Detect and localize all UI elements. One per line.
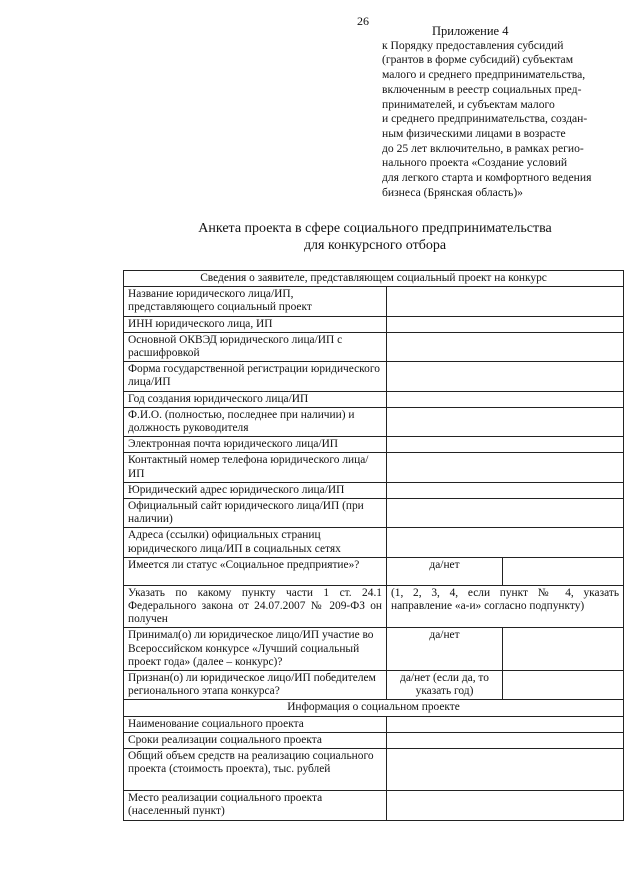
row-label: Название юридического лица/ИП, представляющего социальный проект [124, 287, 387, 316]
appendix-line: до 25 лет включительно, в рамках регио- [382, 141, 584, 155]
table-row [124, 482, 624, 498]
appendix-line: малого и среднего предпринимательства, [382, 68, 586, 82]
contest-label: Принимал(о) ли юридическое лицо/ИП участие во Всероссийском конкурсе «Лучший социальный проект года» (далее – конкурс)? [124, 628, 387, 671]
table-row [124, 316, 624, 332]
row-label: ИНН юридического лица, ИП [124, 316, 387, 332]
status-label: Имеется ли статус «Социальное предприятие»? [124, 557, 387, 585]
table-row [124, 732, 624, 748]
point-label: Указать по какому пункту части 1 ст. 24.1 Федерального закона от 24.07.2007 № 209-ФЗ он получен [124, 585, 387, 628]
table-row [124, 287, 624, 316]
answer-cell[interactable] [387, 528, 624, 557]
section-header-row [124, 700, 624, 716]
answer-cell[interactable] [387, 407, 624, 436]
table-row [124, 628, 624, 671]
table-row [124, 437, 624, 453]
answer-cell[interactable] [387, 732, 624, 748]
appendix-title: Приложение 4 [432, 24, 509, 38]
answer-cell[interactable] [387, 453, 624, 482]
appendix-line: для легкого старта и комфортного ведения [382, 171, 592, 185]
appendix-line: к Порядку предоставления субсидий [382, 38, 564, 52]
answer-cell[interactable] [387, 332, 624, 361]
row-label: Основной ОКВЭД юридического лица/ИП с расшифровкой [124, 332, 387, 361]
table-row [124, 499, 624, 528]
appendix-line: (грантов в форме субсидий) субъектам [382, 53, 574, 67]
form-heading-line1: Анкета проекта в сфере социального предпринимательства [198, 221, 552, 236]
table-row [124, 791, 624, 820]
winner-value[interactable]: да/нет (если да, то указать год) [387, 671, 503, 700]
section-header-row [124, 271, 624, 287]
form-heading [120, 220, 630, 254]
answer-cell[interactable] [387, 437, 624, 453]
point-value[interactable]: (1, 2, 3, 4, если пункт № 4, указать направление «а-и» согласно подпункту) [387, 585, 624, 628]
table-row [124, 528, 624, 557]
table-row [124, 716, 624, 732]
row-label: Год создания юридического лица/ИП [124, 391, 387, 407]
appendix-block [382, 24, 622, 200]
table-row [124, 407, 624, 436]
table-row [124, 453, 624, 482]
row-label: Место реализации социального проекта (населенный пункт) [124, 791, 387, 820]
appendix-line: нального проекта «Создание условий [382, 156, 568, 170]
row-label: Сроки реализации социального проекта [124, 732, 387, 748]
row-label: Электронная почта юридического лица/ИП [124, 437, 387, 453]
answer-cell[interactable] [387, 791, 624, 820]
appendix-line: включенным в реестр социальных пред- [382, 82, 582, 96]
page-number: 26 [357, 14, 369, 28]
answer-cell[interactable] [503, 557, 624, 585]
appendix-line: принимателей, и субъектам малого [382, 97, 555, 111]
answer-cell[interactable] [387, 749, 624, 791]
status-value[interactable]: да/нет [387, 557, 503, 585]
row-label: Официальный сайт юридического лица/ИП (при наличии) [124, 499, 387, 528]
appendix-line: и среднего предпринимательства, создан- [382, 112, 588, 126]
section2-title: Информация о социальном проекте [124, 700, 624, 716]
answer-cell[interactable] [387, 482, 624, 498]
answer-cell[interactable] [387, 499, 624, 528]
table-row [124, 749, 624, 791]
winner-label: Признан(о) ли юридическое лицо/ИП победителем регионального этапа конкурса? [124, 671, 387, 700]
answer-cell[interactable] [387, 287, 624, 316]
answer-cell[interactable] [503, 628, 624, 671]
section1-title: Сведения о заявителе, представляющем социальный проект на конкурс [124, 271, 624, 287]
contest-value[interactable]: да/нет [387, 628, 503, 671]
table-row [124, 557, 624, 585]
answer-cell[interactable] [387, 316, 624, 332]
row-label: Адреса (ссылки) официальных страниц юридического лица/ИП в социальных сетях [124, 528, 387, 557]
appendix-line: ным физическими лицами в возрасте [382, 126, 566, 140]
row-label: Наименование социального проекта [124, 716, 387, 732]
row-label: Ф.И.О. (полностью, последнее при наличии) и должность руководителя [124, 407, 387, 436]
row-label: Юридический адрес юридического лица/ИП [124, 482, 387, 498]
questionnaire-table [123, 270, 624, 821]
row-label: Контактный номер телефона юридического лица/ИП [124, 453, 387, 482]
answer-cell[interactable] [503, 671, 624, 700]
table-row [124, 332, 624, 361]
answer-cell[interactable] [387, 716, 624, 732]
answer-cell[interactable] [387, 391, 624, 407]
row-label: Форма государственной регистрации юридического лица/ИП [124, 362, 387, 391]
appendix-line: бизнеса (Брянская область)» [382, 185, 523, 199]
answer-cell[interactable] [387, 362, 624, 391]
row-label: Общий объем средств на реализацию социального проекта (стоимость проекта), тыс. рублей [124, 749, 387, 791]
table-row [124, 671, 624, 700]
table-row [124, 585, 624, 628]
table-row [124, 391, 624, 407]
table-row [124, 362, 624, 391]
form-heading-line2: для конкурсного отбора [303, 238, 447, 253]
